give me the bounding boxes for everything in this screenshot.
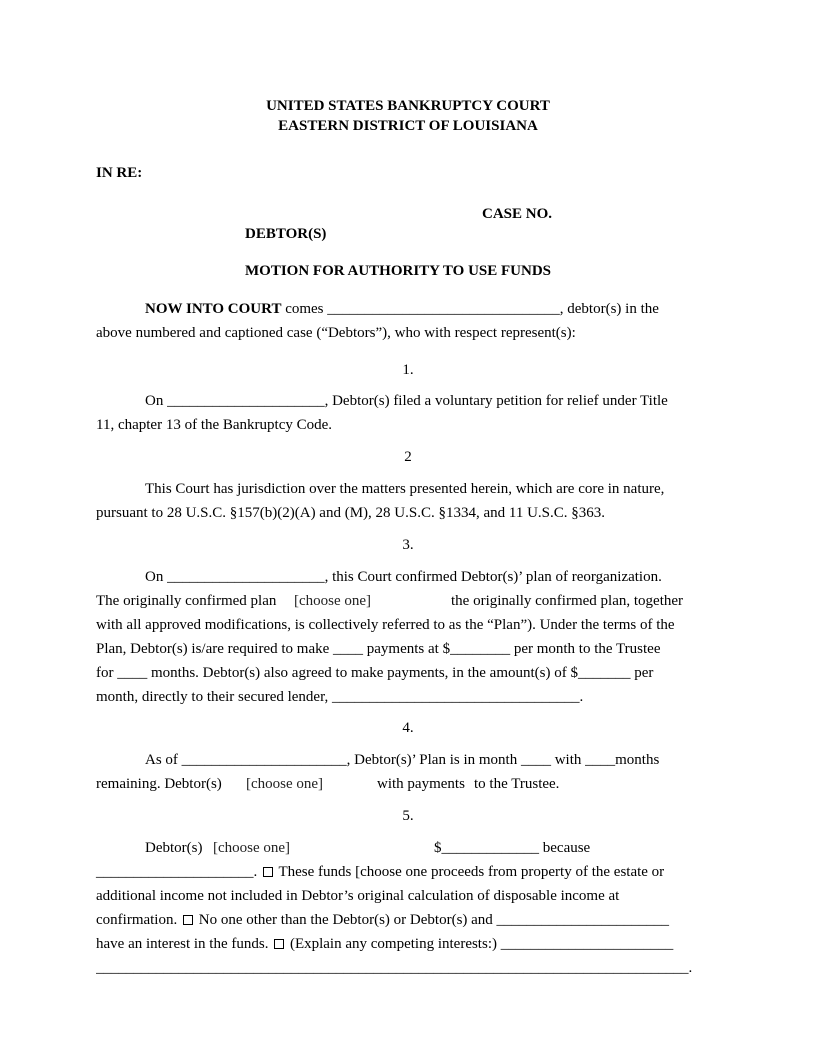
p1-line-1: On _____________________, Debtor(s) filed a voluntary petition for relief under Title	[145, 393, 668, 409]
p4-line-2c: to the Trustee.	[474, 776, 560, 792]
paragraph-number-3: 3.	[402, 537, 414, 553]
p5-line-2b: These funds [choose one proceeds from property of the estate or	[278, 864, 665, 880]
district-name: EASTERN DISTRICT OF LOUISIANA	[278, 118, 538, 134]
p5-line-5a: have an interest in the funds.	[96, 936, 269, 952]
funds-source-checkbox[interactable]	[263, 867, 273, 877]
intro-line-1-text: comes _______________________________, debtor(s) in the	[281, 301, 659, 317]
p3-line-1: On _____________________, this Court confirmed Debtor(s)’ plan of reorganization.	[145, 569, 662, 585]
p4-line-1: As of ______________________, Debtor(s)’ Plan is in month ____ with ____months	[145, 752, 660, 768]
p3-line-3: with all approved modifications, is collectively referred to as the “Plan”). Under the terms of the	[96, 617, 675, 633]
now-into-court: NOW INTO COURT	[145, 301, 282, 317]
p3-line-2b: the originally confirmed plan, together	[451, 593, 684, 609]
debtors-label: DEBTOR(S)	[245, 226, 327, 242]
p5-choose-dropdown[interactable]: [choose one]	[213, 840, 291, 856]
intro-line-2: above numbered and captioned case (“Debtors”), who with respect represent(s):	[96, 325, 576, 341]
p4-choose-dropdown[interactable]: [choose one]	[246, 776, 324, 792]
p5-line-5b: (Explain any competing interests:) _______________________	[289, 936, 674, 952]
p3-line-4: Plan, Debtor(s) is/are required to make ____ payments at $________ per month to the Trustee	[96, 641, 661, 657]
p5-line-3: additional income not included in Debtor’s original calculation of disposable income at	[96, 888, 620, 904]
p3-line-2a: The originally confirmed plan	[96, 593, 277, 609]
paragraph-number-1: 1.	[402, 362, 414, 378]
in-re-label: IN RE:	[96, 165, 143, 181]
p5-line-1b: $_____________ because	[434, 840, 591, 856]
intro-line-1	[145, 300, 659, 318]
paragraph-number-2: 2	[404, 449, 412, 465]
paragraph-number-4: 4.	[402, 720, 414, 736]
p5-line-4a: confirmation.	[96, 912, 178, 928]
p3-line-5: for ____ months. Debtor(s) also agreed to make payments, in the amount(s) of $_______ per	[96, 665, 654, 681]
p5-line-2	[96, 863, 664, 881]
case-no-label: CASE NO.	[482, 206, 553, 222]
p3-choose-dropdown[interactable]: [choose one]	[294, 593, 372, 609]
paragraph-number-5: 5.	[402, 808, 414, 824]
p5-line-2a: _____________________.	[96, 864, 258, 880]
p1-line-2: 11, chapter 13 of the Bankruptcy Code.	[96, 417, 333, 433]
p2-line-1: This Court has jurisdiction over the matters presented herein, which are core in nature,	[145, 481, 665, 497]
p5-line-4	[96, 911, 669, 929]
p2-line-2: pursuant to 28 U.S.C. §157(b)(2)(A) and (M), 28 U.S.C. §1334, and 11 U.S.C. §363.	[96, 505, 606, 521]
competing-interests-checkbox[interactable]	[274, 939, 284, 949]
p5-line-5	[96, 935, 673, 953]
motion-title: MOTION FOR AUTHORITY TO USE FUNDS	[245, 263, 552, 279]
p4-line-2b: with payments	[377, 776, 465, 792]
p3-line-6: month, directly to their secured lender, _________________________________.	[96, 689, 584, 705]
p5-line-4b: No one other than the Debtor(s) or Debtor(s) and _______________________	[198, 912, 670, 928]
p5-line-1a: Debtor(s)	[145, 840, 203, 856]
p5-line-6[interactable]: _______________________________________________________________________________.	[96, 960, 693, 976]
court-name: UNITED STATES BANKRUPTCY COURT	[266, 98, 550, 114]
p4-line-2a: remaining. Debtor(s)	[96, 776, 222, 792]
no-other-interest-checkbox[interactable]	[183, 915, 193, 925]
